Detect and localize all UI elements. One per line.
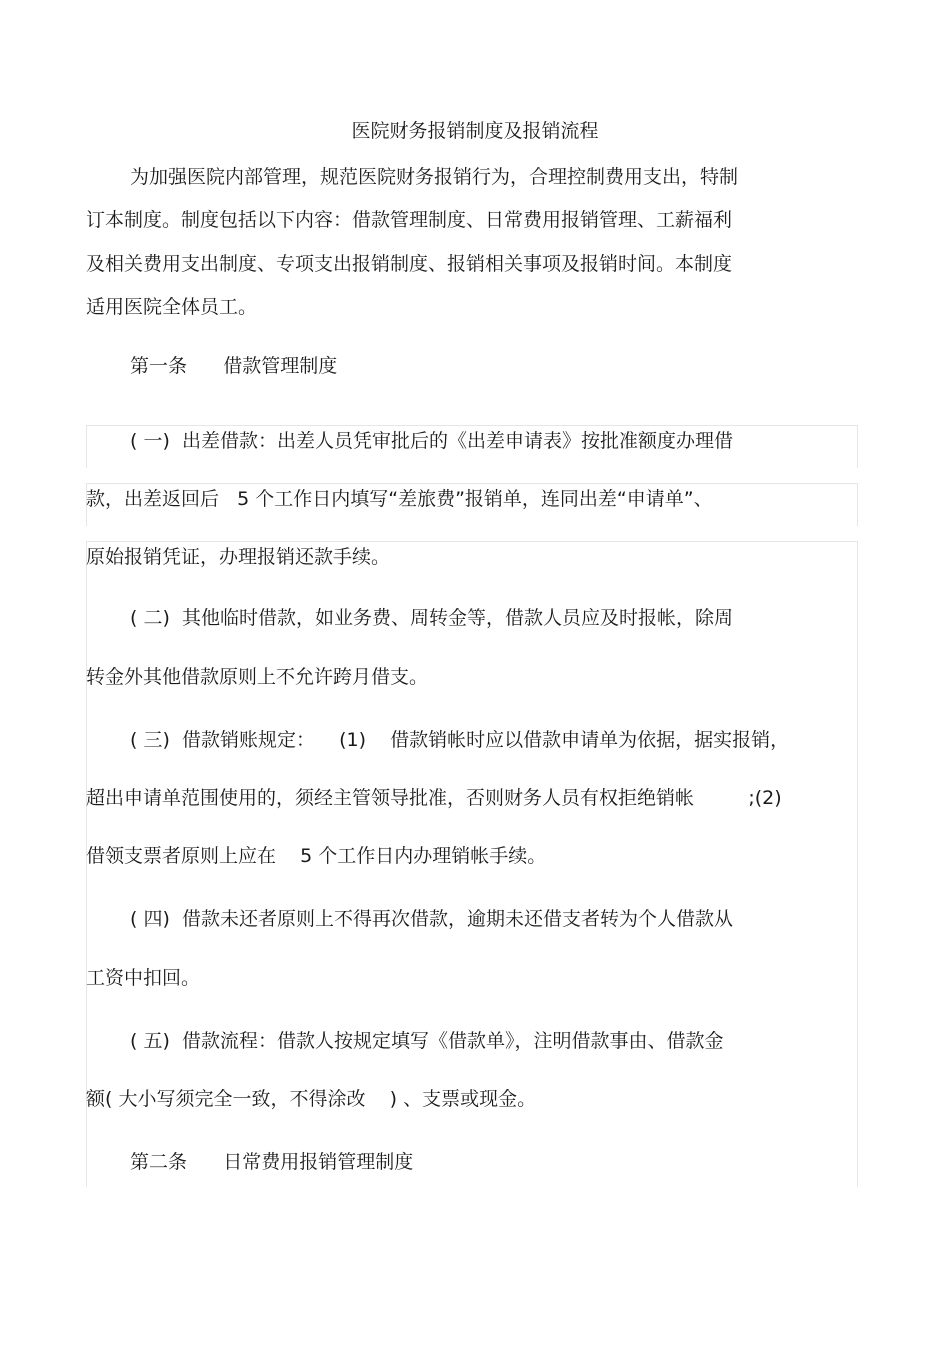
- item-4-line: 工资中扣回。: [86, 967, 201, 989]
- item-1-line: 原始报销凭证，办理报销还款手续。: [86, 546, 391, 568]
- item-4-line: ( 四) 借款未还者原则上不得再次借款，逾期未还借支者转为个人借款从: [130, 908, 733, 930]
- article-2-heading: 第二条 日常费用报销管理制度: [130, 1151, 414, 1173]
- intro-line: 适用医院全体员工。: [86, 296, 258, 318]
- intro-line: 及相关费用支出制度、专项支出报销制度、报销相关事项及报销时间。本制度: [86, 253, 733, 275]
- item-1-line: ( 一) 出差借款：出差人员凭审批后的《出差申请表》按批准额度办理借: [130, 430, 733, 452]
- item-1-line: 款，出差返回后 5 个工作日内填写“差旅费”报销单，连同出差“申请单”、: [86, 488, 713, 510]
- intro-line: 订本制度。制度包括以下内容：借款管理制度、日常费用报销管理、工薪福利: [86, 209, 733, 231]
- item-5-line: 额( 大小写须完全一致，不得涂改 ) 、支票或现金。: [86, 1088, 537, 1110]
- article-1-heading: 第一条 借款管理制度: [130, 355, 338, 377]
- item-3-line: 超出申请单范围使用的，须经主管领导批准，否则财务人员有权拒绝销帐 ;(2): [86, 787, 782, 809]
- item-5-line: ( 五) 借款流程：借款人按规定填写《借款单》，注明借款事由、借款金: [130, 1030, 724, 1052]
- item-3-line: 借领支票者原则上应在 5 个工作日内办理销帐手续。: [86, 845, 547, 867]
- item-2-line: ( 二) 其他临时借款，如业务费、周转金等，借款人员应及时报帐，除周: [130, 607, 733, 629]
- item-3-line: ( 三) 借款销账规定： (1) 借款销帐时应以借款申请单为依据，据实报销，: [130, 729, 790, 751]
- document-title: 医院财务报销制度及报销流程: [351, 120, 599, 142]
- intro-line: 为加强医院内部管理，规范医院财务报销行为，合理控制费用支出，特制: [130, 166, 739, 188]
- item-2-line: 转金外其他借款原则上不允许跨月借支。: [86, 666, 429, 688]
